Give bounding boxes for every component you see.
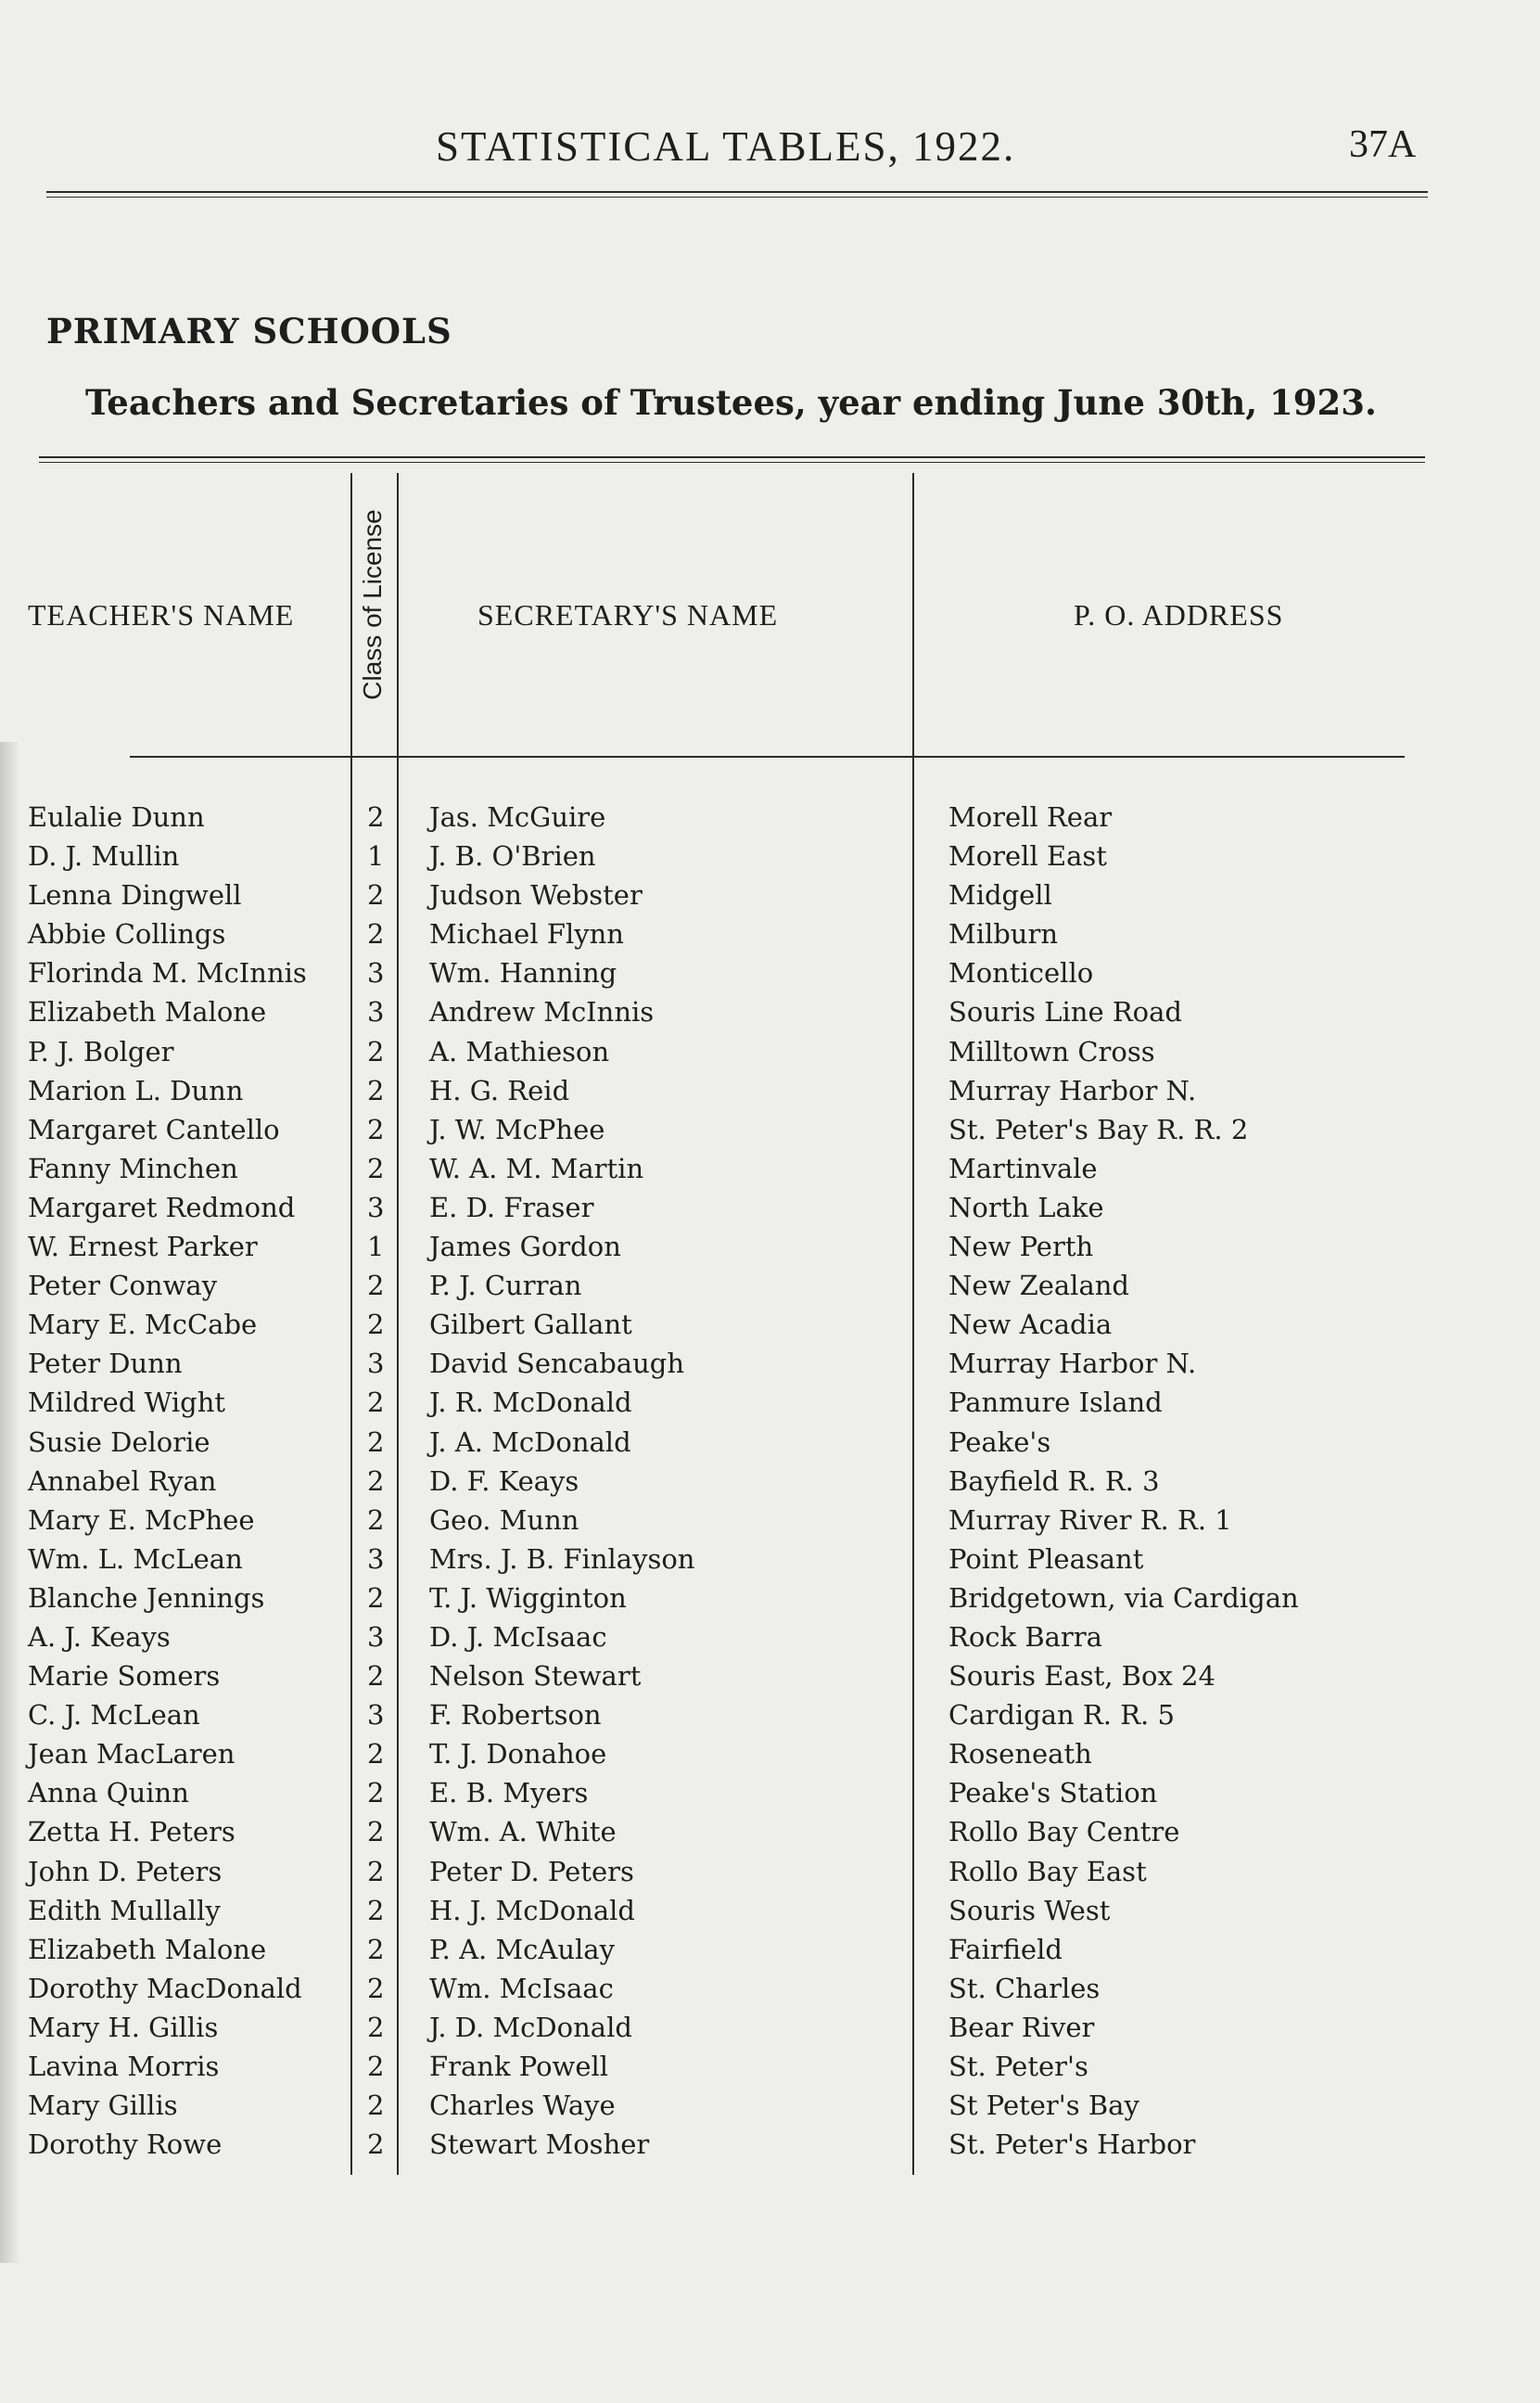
po-address: Midgell: [948, 879, 1052, 912]
secretary-name: Gilbert Gallant: [429, 1309, 632, 1341]
license-class: 2: [367, 1816, 385, 1848]
table-top-rule: [39, 456, 1425, 458]
secretary-name: P. J. Curran: [429, 1270, 582, 1302]
license-class: 2: [367, 801, 385, 833]
po-address: Souris West: [948, 1894, 1111, 1926]
license-class: 2: [367, 1738, 385, 1770]
secretary-name: Wm. Hanning: [429, 957, 617, 990]
teacher-name: Jean MacLaren: [28, 1738, 235, 1770]
page-number: 37A: [1349, 123, 1417, 166]
po-address: North Lake: [948, 1191, 1104, 1223]
teacher-name: Annabel Ryan: [28, 1464, 217, 1497]
table-row: [0, 1346, 1540, 1385]
po-address: Roseneath: [948, 1738, 1092, 1770]
license-class: 2: [367, 1152, 385, 1184]
teacher-name: Zetta H. Peters: [28, 1816, 235, 1848]
license-class: 3: [367, 996, 385, 1029]
table-subtitle: Teachers and Secretaries of Trustees, year ending June 30th, 1923.: [85, 382, 1377, 423]
teacher-name: Peter Conway: [28, 1270, 218, 1302]
secretary-name: D. J. McIsaac: [429, 1620, 607, 1653]
table-row: [0, 1697, 1540, 1736]
teacher-name: Mary E. McCabe: [28, 1309, 258, 1341]
teacher-name: C. J. McLean: [28, 1699, 200, 1732]
po-address: Murray River R. R. 1: [948, 1503, 1232, 1536]
table-row: [0, 799, 1540, 838]
table-row: [0, 916, 1540, 955]
teacher-name: John D. Peters: [28, 1855, 223, 1887]
table-top-rule-thin: [39, 462, 1425, 463]
license-class: 2: [367, 1972, 385, 2004]
secretary-name: J. W. McPhee: [429, 1113, 605, 1145]
table-row: [0, 877, 1540, 916]
secretary-name: W. A. M. Martin: [429, 1152, 644, 1184]
teacher-name: D. J. Mullin: [28, 840, 180, 873]
table-row: [0, 1658, 1540, 1697]
header-rule-bottom: [46, 197, 1428, 198]
teacher-name: Anna Quinn: [28, 1777, 189, 1809]
secretary-name: Peter D. Peters: [429, 1855, 634, 1887]
teacher-name: P. J. Bolger: [28, 1035, 174, 1067]
po-address: Martinvale: [948, 1152, 1098, 1184]
secretary-name: Geo. Munn: [429, 1503, 579, 1536]
license-class: 1: [367, 840, 385, 873]
license-class: 2: [367, 918, 385, 951]
running-title: STATISTICAL TABLES, 1922.: [436, 123, 1016, 170]
teacher-name: Blanche Jennings: [28, 1581, 265, 1614]
license-class: 2: [367, 2011, 385, 2043]
po-address: New Acadia: [948, 1309, 1113, 1341]
po-address: Panmure Island: [948, 1387, 1163, 1419]
license-class: 2: [367, 1933, 385, 1965]
po-address: St. Peter's: [948, 2051, 1088, 2082]
license-class: 2: [367, 879, 385, 912]
table-row: [0, 955, 1540, 994]
secretary-name: Mrs. J. B. Finlayson: [429, 1542, 695, 1575]
table-row: [0, 1307, 1540, 1346]
po-address: Peake's Station: [948, 1777, 1158, 1809]
table-row: [0, 2049, 1540, 2088]
secretary-name: E. B. Myers: [429, 1777, 589, 1809]
header-divider-rule: [130, 756, 1405, 758]
po-address: St. Peter's Harbor: [948, 2128, 1196, 2161]
secretary-name: F. Robertson: [429, 1699, 602, 1732]
po-address: Rollo Bay Centre: [948, 1816, 1180, 1848]
secretary-name: J. R. McDonald: [429, 1387, 632, 1419]
po-address: Fairfield: [948, 1933, 1063, 1965]
secretary-name: E. D. Fraser: [429, 1191, 594, 1223]
teacher-name: Marie Somers: [28, 1660, 221, 1693]
teacher-name: Florinda M. McInnis: [28, 957, 307, 990]
table-row: [0, 1775, 1540, 1814]
license-class: 2: [367, 2090, 385, 2122]
table-row: [0, 1854, 1540, 1893]
teacher-name: Dorothy Rowe: [28, 2128, 223, 2161]
running-header: [0, 122, 1540, 178]
secretary-name: Wm. McIsaac: [429, 1972, 614, 2004]
table-row: [0, 1814, 1540, 1853]
table-row: [0, 1580, 1540, 1619]
po-address: Murray Harbor N.: [948, 1348, 1197, 1380]
po-address: St Peter's Bay: [948, 2090, 1139, 2122]
table-row: [0, 994, 1540, 1033]
license-class: 3: [367, 1620, 385, 1653]
license-class: 2: [367, 1660, 385, 1693]
po-address: St. Charles: [948, 1972, 1101, 2004]
teacher-name: Dorothy MacDonald: [28, 1972, 302, 2004]
secretary-name: Wm. A. White: [429, 1816, 617, 1848]
column-header-class-label: Class of License: [358, 509, 387, 700]
secretary-name: Judson Webster: [429, 879, 643, 912]
license-class: 2: [367, 2128, 385, 2161]
license-class: 3: [367, 1699, 385, 1732]
table-row: [0, 838, 1540, 877]
table-row: [0, 1893, 1540, 1932]
license-class: 1: [367, 1231, 385, 1263]
table-row: [0, 1932, 1540, 1971]
po-address: Milburn: [948, 918, 1059, 951]
po-address: Bear River: [948, 2011, 1095, 2043]
secretary-name: H. G. Reid: [429, 1074, 570, 1106]
license-class: 2: [367, 1113, 385, 1145]
license-class: 2: [367, 1503, 385, 1536]
table-row: [0, 1268, 1540, 1307]
secretary-name: A. Mathieson: [429, 1035, 610, 1067]
teacher-name: Fanny Minchen: [28, 1152, 238, 1184]
secretary-name: J. A. McDonald: [429, 1425, 631, 1458]
table-row: [0, 2088, 1540, 2127]
secretary-name: H. J. McDonald: [429, 1894, 635, 1926]
secretary-name: Andrew McInnis: [429, 996, 655, 1029]
teacher-table-body: [0, 799, 1540, 2166]
license-class: 3: [367, 957, 385, 990]
table-row: [0, 1229, 1540, 1268]
license-class: 2: [367, 1855, 385, 1887]
teacher-name: Mildred Wight: [28, 1387, 226, 1419]
section-title: PRIMARY SCHOOLS: [46, 311, 452, 352]
teacher-name: Eulalie Dunn: [28, 801, 205, 833]
license-class: 2: [367, 1387, 385, 1419]
po-address: Morell East: [948, 840, 1107, 873]
teacher-name: Mary Gillis: [28, 2090, 178, 2122]
teacher-name: Marion L. Dunn: [28, 1074, 244, 1106]
po-address: Monticello: [948, 957, 1094, 990]
po-address: Souris East, Box 24: [948, 1660, 1215, 1693]
table-row: [0, 1502, 1540, 1541]
table-row: [0, 1971, 1540, 2010]
table-row: [0, 1619, 1540, 1658]
license-class: 2: [367, 2051, 385, 2082]
license-class: 2: [367, 1581, 385, 1614]
secretary-name: David Sencabaugh: [429, 1348, 684, 1380]
teacher-name: A. J. Keays: [28, 1620, 171, 1653]
license-class: 2: [367, 1270, 385, 1302]
secretary-name: Frank Powell: [429, 2051, 609, 2082]
table-row: [0, 2127, 1540, 2166]
secretary-name: Nelson Stewart: [429, 1660, 642, 1693]
table-row: [0, 1541, 1540, 1580]
table-row: [0, 1073, 1540, 1112]
table-row: [0, 1112, 1540, 1151]
teacher-name: Elizabeth Malone: [28, 996, 267, 1029]
po-address: New Zealand: [948, 1270, 1129, 1302]
license-class: 2: [367, 1777, 385, 1809]
license-class: 3: [367, 1542, 385, 1575]
po-address: Peake's: [948, 1425, 1051, 1458]
table-row: [0, 1736, 1540, 1775]
secretary-name: Charles Waye: [429, 2090, 616, 2122]
secretary-name: T. J. Donahoe: [429, 1738, 607, 1770]
secretary-name: Stewart Mosher: [429, 2128, 650, 2161]
license-class: 2: [367, 1894, 385, 1926]
teacher-name: Abbie Collings: [28, 918, 226, 951]
secretary-name: J. B. O'Brien: [429, 840, 596, 873]
table-row: [0, 1464, 1540, 1502]
teacher-name: Lavina Morris: [28, 2051, 220, 2082]
secretary-name: P. A. McAulay: [429, 1933, 615, 1965]
teacher-name: Mary H. Gillis: [28, 2011, 219, 2043]
po-address: Cardigan R. R. 5: [948, 1699, 1175, 1732]
teacher-name: Peter Dunn: [28, 1348, 183, 1380]
table-row: [0, 2010, 1540, 2049]
secretary-name: D. F. Keays: [429, 1464, 579, 1497]
license-class: 3: [367, 1348, 385, 1380]
license-class: 2: [367, 1309, 385, 1341]
po-address: Souris Line Road: [948, 996, 1182, 1029]
secretary-name: Michael Flynn: [429, 918, 624, 951]
teacher-name: Mary E. McPhee: [28, 1503, 255, 1536]
po-address: Milltown Cross: [948, 1035, 1155, 1067]
po-address: Murray Harbor N.: [948, 1074, 1197, 1106]
column-header-secretary: SECRETARY'S NAME: [477, 598, 779, 632]
teacher-name: Wm. L. McLean: [28, 1542, 243, 1575]
po-address: St. Peter's Bay R. R. 2: [948, 1113, 1249, 1145]
table-row: [0, 1151, 1540, 1190]
po-address: New Perth: [948, 1231, 1094, 1263]
po-address: Bayfield R. R. 3: [948, 1464, 1160, 1497]
column-header-address: P. O. ADDRESS: [1074, 598, 1284, 632]
license-class: 2: [367, 1425, 385, 1458]
teacher-name: Margaret Redmond: [28, 1191, 296, 1223]
po-address: Rock Barra: [948, 1620, 1102, 1653]
teacher-name: Lenna Dingwell: [28, 879, 242, 912]
teacher-name: Edith Mullally: [28, 1894, 221, 1926]
license-class: 3: [367, 1191, 385, 1223]
secretary-name: Jas. McGuire: [429, 801, 606, 833]
license-class: 2: [367, 1035, 385, 1067]
po-address: Rollo Bay East: [948, 1855, 1147, 1887]
secretary-name: James Gordon: [429, 1231, 621, 1263]
po-address: Morell Rear: [948, 801, 1113, 833]
table-row: [0, 1385, 1540, 1424]
table-row: [0, 1425, 1540, 1464]
teacher-name: Margaret Cantello: [28, 1113, 280, 1145]
teacher-name: Susie Delorie: [28, 1425, 210, 1458]
secretary-name: J. D. McDonald: [429, 2011, 632, 2043]
teacher-name: Elizabeth Malone: [28, 1933, 267, 1965]
license-class: 2: [367, 1464, 385, 1497]
po-address: Point Pleasant: [948, 1542, 1144, 1575]
secretary-name: T. J. Wigginton: [429, 1581, 627, 1614]
po-address: Bridgetown, via Cardigan: [948, 1581, 1299, 1614]
header-rule-top: [46, 191, 1428, 193]
license-class: 2: [367, 1074, 385, 1106]
teacher-name: W. Ernest Parker: [28, 1231, 258, 1263]
table-row: [0, 1034, 1540, 1073]
table-row: [0, 1190, 1540, 1229]
column-header-teacher: TEACHER'S NAME: [28, 598, 295, 632]
